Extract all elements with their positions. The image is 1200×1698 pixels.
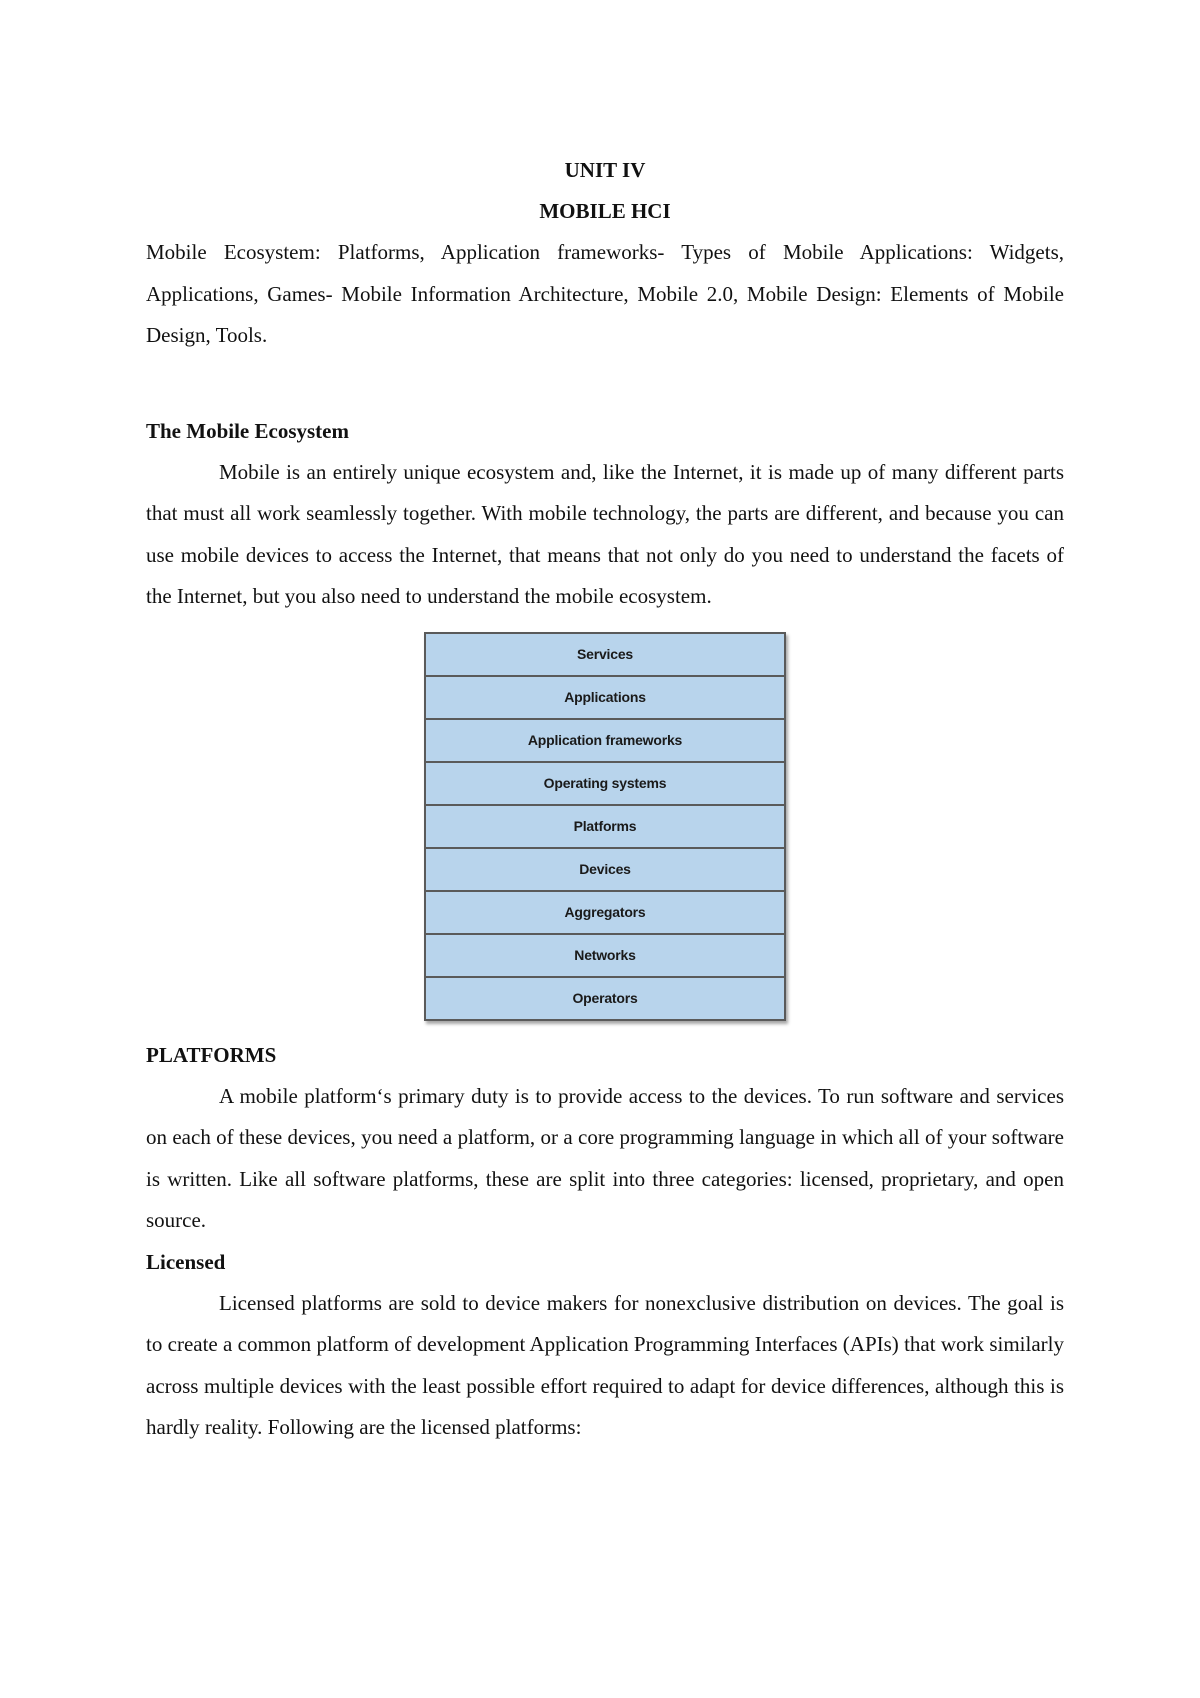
ecosystem-heading: The Mobile Ecosystem — [146, 418, 349, 443]
document-page — [146, 150, 1064, 1449]
layer-applications: Applications — [426, 677, 784, 720]
ecosystem-layers-figure — [424, 632, 786, 1021]
unit-title: UNIT IV — [564, 158, 646, 182]
licensed-paragraph: Licensed platforms are sold to device makers for nonexclusive distribution on devices. The goal is to create a common platform of development Application Programming Interfaces (APIs) that work similarly across multiple devices with the least possible effort required to adapt for device differences, although this is hardly reality. Following are the licensed platforms: — [146, 1290, 1064, 1439]
layer-networks: Networks — [426, 935, 784, 978]
layer-services: Services — [426, 634, 784, 677]
layer-aggregators: Aggregators — [426, 892, 784, 935]
ecosystem-paragraph: Mobile is an entirely unique ecosystem and, like the Internet, it is made up of many different parts that must all work seamlessly together. With mobile technology, the parts are different, and because you can use mobile devices to access the Internet, that means that not only do you need to understand the facets of the Internet, but you also need to understand the mobile ecosystem. — [146, 459, 1064, 608]
unit-subtitle: MOBILE HCI — [539, 199, 671, 223]
syllabus-paragraph: Mobile Ecosystem: Platforms, Application frameworks- Types of Mobile Applications: Widgets, Applications, Games- Mobile Information Architecture, Mobile 2.0, Mobile Design: Elements of Mobile Design, Tools. — [146, 240, 1064, 347]
layer-devices: Devices — [426, 849, 784, 892]
layer-operators: Operators — [572, 990, 638, 1006]
layer-operating-systems: Operating systems — [426, 763, 784, 806]
platforms-heading: PLATFORMS — [146, 1042, 277, 1067]
layer-platforms: Platforms — [426, 806, 784, 849]
platforms-paragraph: A mobile platform‘s primary duty is to provide access to the devices. To run software and services on each of these devices, you need a platform, or a core programming language in which all of your software is written. Like all software platforms, these are split into three categories: licensed, proprietary, and open source. — [146, 1083, 1064, 1232]
licensed-heading: Licensed — [146, 1249, 226, 1274]
layer-application-frameworks: Application frameworks — [426, 720, 784, 763]
